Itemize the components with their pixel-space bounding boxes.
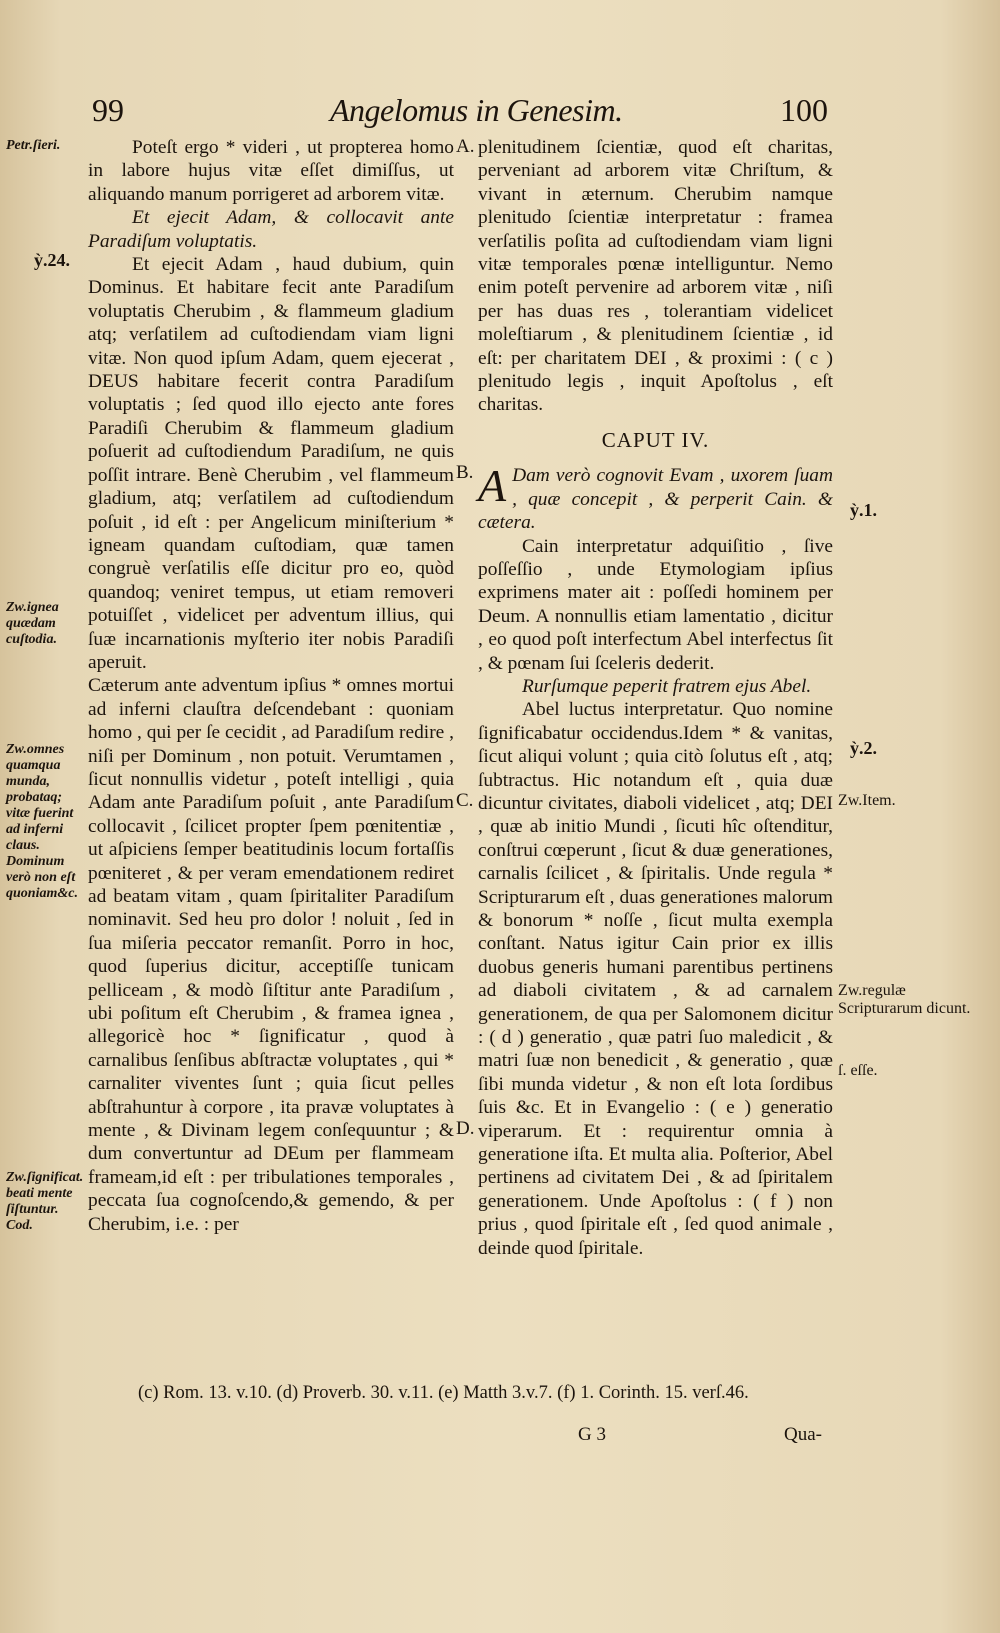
margin-note-left: Zw.ſignificat. beati mente ſiſtuntur. Cod. [6,1170,84,1233]
left-paragraph: Et ejecit Adam , haud dubium, quin Dominus. Et habitare fecit ante Paradiſum voluptatis Cherubim , & flammeum gladium atq; verſatilem ad cuſtodiendam viam ligni vitæ. Non quod ipſum Adam, quem ejecerat , DEUS habitare fecerit contra Paradiſum voluptatis ; ſed quod illo ejecto ante fores Paradiſi Cherubim & flammeum gladium poſuerit ad cuſtodiendum Paradiſum, ne quis poſſit intrare. Benè Cherubim , vel flammeum gladium, atq; verſatilem ad cuſtodiendum poſuit , id eſt : per Angelicum miniſterium * igneam quandam cuſtodiam, quæ tamen congruè verſatilis eſſe dicitur pro eo, quòd quandoq; veniret tempus, ut etiam removeri potuiſſet , videlicet per adventum illius, qui ſuæ incarnationis myſterio iter nobis Paradiſi aperuit. [88,254,454,673]
left-paragraph-scripture: Et ejecit Adam, & collocavit ante Paradiſum voluptatis. [88,207,454,252]
margin-note-left: Petr.ſieri. [6,138,61,153]
verse-number: ỳ.24. [34,250,70,270]
section-mark: C. [456,790,474,811]
chapter-heading: CAPUT IV. [601,427,710,452]
verse-number: ỳ.1. [850,500,877,520]
left-column [88,136,454,1236]
left-paragraph: Poteſt ergo * videri , ut propterea homo in labore hujus vitæ eſſet dimiſſus, ut aliquando manum porrigeret ad arborem vitæ. [88,137,454,205]
section-mark: B. [456,462,474,483]
margin-note-left: Zw.ignea quædam cuſtodia. [6,600,59,647]
running-title: Angelomus in Genesim. [330,92,623,128]
page-number-left: 99 [92,92,124,128]
section-mark: D. [456,1118,475,1139]
right-paragraph-scripture: ADam verò cognovit Evam , uxorem ſuam , quæ concepit , & perperit Cain. & cætera. [478,460,833,534]
footnotes: (c) Rom. 13. v.10. (d) Proverb. 30. v.11. (e) Matth 3.v.7. (f) 1. Corinth. 15. verſ.46. [138,1383,749,1403]
right-column [478,136,833,1260]
margin-note-right: ſ. eſſe. [838,1062,878,1079]
page-number-right: 100 [780,92,828,128]
verse-number: ỳ.2. [850,738,877,758]
section-mark: A. [456,136,475,157]
margin-note-right: Zw.regulæ Scripturarum dicunt. [838,982,971,1017]
right-paragraph: Abel luctus interpretatur. Quo nomine ſignificabatur occidendus.Idem * & vanitas, ſicut aliqui volunt ; quia citò ſolutus eſt , atq; ſubtractus. Hic notandum eſt , quia duæ dicuntur civitates, diaboli videlicet , atq; DEI , quæ ab initio Mundi , ſicuti hîc oſtenditur, conſtrui cœperunt , ſicut & duæ generationes, carnalis ſcilicet , & ſpiritalis. Unde regula * Scripturarum eſt , duas generationes malorum & bonorum * noſſe , ſicut multa exempla conſtant. Natus igitur Cain prior ex illis duobus generis humani parentibus pertinens ad diaboli civitatem , & ad carnalem generationem, de qua per Salomonem dicitur : ( d ) generatio , quæ patri ſuo maledicit , & matri ſuæ non benedicit , & generatio , quæ ſibi munda videtur , & non eſt lota ſordibus ſuis &c. Et in Evangelio : ( e ) generatio viperarum. Et : requirentur omnia à generatione iſta. Et multa alia. Poſterior, Abel pertinens ad civitatem Dei , & ad ſpiritalem generationem. Unde Apoſtolus : ( f ) non prius , quod ſpiritale eſt , ſed quod animale , deinde quod ſpiritale. [478,699,833,1259]
right-paragraph: plenitudinem ſcientiæ, quod eſt charitas, perveniant ad arborem vitæ Chriſtum, & vivant in æternum. Cherubim namque plenitudo ſcientiæ interpretatur : framea verſatilis poſita ad cuſtodiendam viam ligni vitæ temporales pœnæ intelliguntur. Nemo enim poteſt pervenire ad arborem vitæ , niſi per has duas res , tolerantiam videlicet moleſtiarum , & plenitudinem ſcientiæ , id eſt: per charitatem DEI , & proximi : ( c ) plenitudo legis , inquit Apoſtolus , eſt charitas. [478,137,833,416]
signature-mark: G 3 [578,1424,606,1445]
right-paragraph: Cain interpretatur adquiſitio , ſive poſſeſſio , unde Etymologiam ipſius exprimens mater ait : poſſedi hominem per Deum. A nonnullis etiam lamentatio , dicitur , eo quod poſt interfectum Abel interfectus ſit , & pœnam ſui ſceleris dederit. [478,535,833,674]
right-paragraph-scripture: Rurſumque peperit fratrem ejus Abel. [522,675,812,697]
page-header [0,92,1000,142]
left-paragraph: Cæterum ante adventum ipſius * omnes mortui ad inferni clauſtra deſcendebant : quoniam homo , qui per ſe cecidit , ad Paradiſum redire , niſi per Dominum , non potuit. Verumtamen , ſicut nonnullis videtur , poteſt intelligi , quia Adam ante Paradiſum poſuit , ante Paradiſum collocavit , ſcilicet propter ſpem pœnitentiæ , ut aſpiciens ſemper beatitudinis locum fortaſſis pœniteret , & per veram emendationem rediret ad beatam vitam , quam ſpiritaliter Paradiſum nominavit. Sed heu pro dolor ! noluit , ſed in ſua miſeria peccator remanſit. Porro in hoc, quod ſuperius dicitur, acceptiſſe tunicam pelliceam , & modò ſiſtitur ante Paradiſum , ubi poſitum eſt Cherubim , & framea ignea , allegoricè hoc * ſignificatur , quod à carnalibus ſenſibus abſtractæ voluptates , qui * carnaliter viventes ſunt ; quia ſicut pelles abſtrahuntur à corpore , ita pravæ voluptates à mente , & Divinam legem conſequuntur ; & dum convertuntur ad DEum per flammeam frameam,id eſt : per tribulationes temporales , peccata ſua cognoſcendo,& gemendo, & per Cherubim, i.e. : per [88,675,454,1235]
margin-note-right: Zw.Item. [838,792,896,809]
margin-note-left: Zw.omnes quamqua munda, probataq; vitæ fuerint ad inferni claus. Dominum verò non eſt quoniam&c. [6,742,78,901]
catchword: Qua- [784,1424,822,1445]
